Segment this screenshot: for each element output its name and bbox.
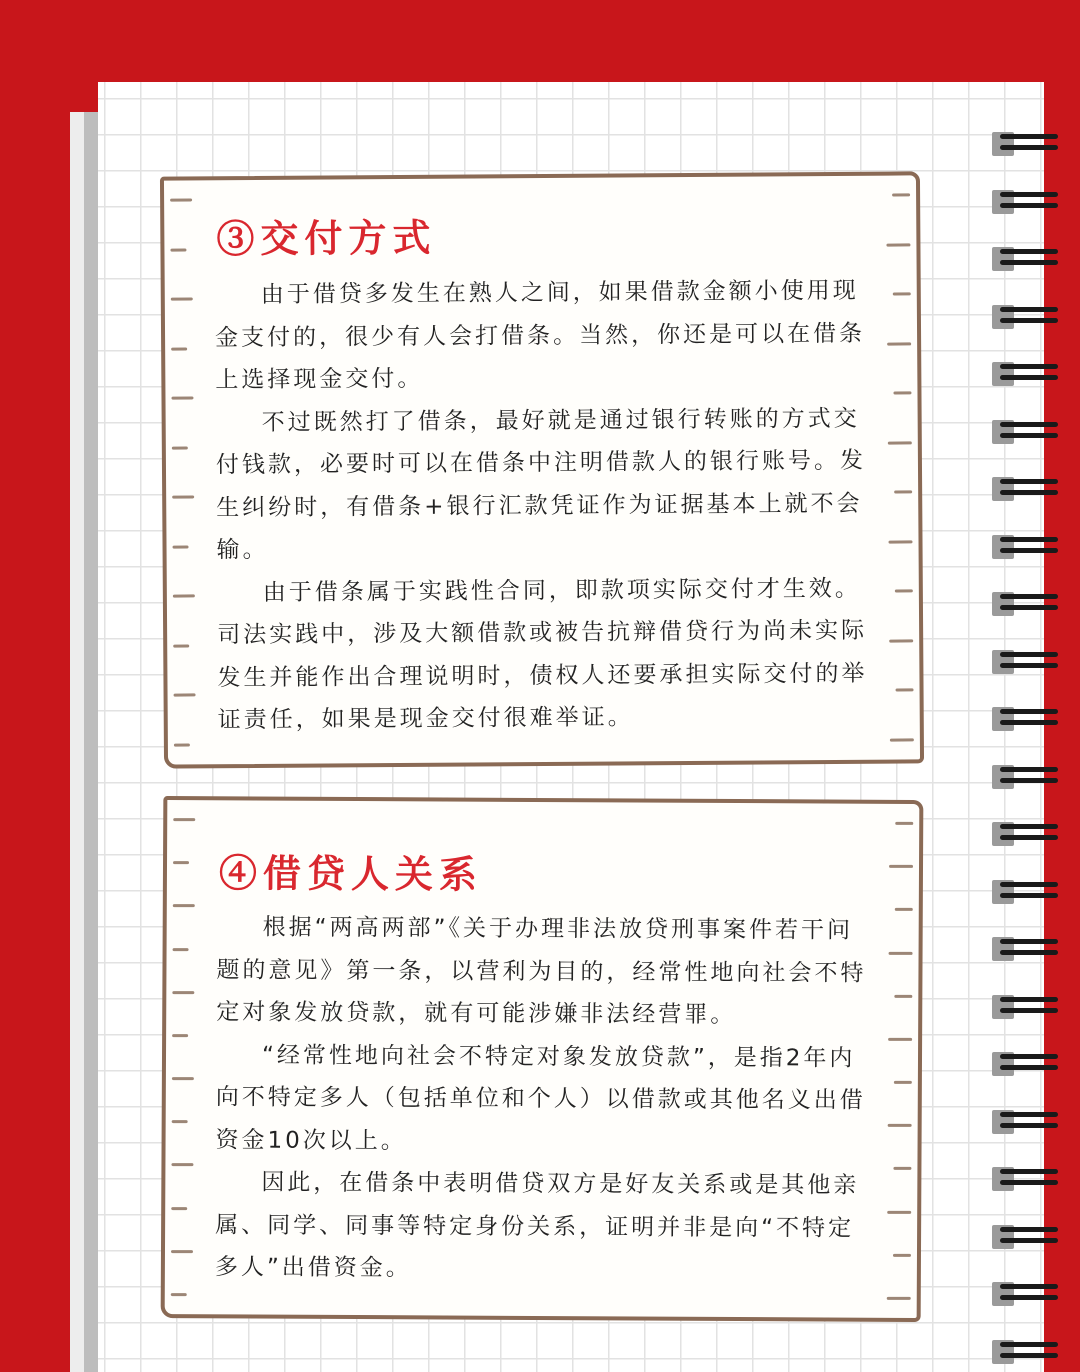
edge-tick [894, 995, 912, 998]
card-edge-decoration-left [171, 818, 200, 1296]
edge-tick [172, 1077, 194, 1080]
spiral-binding-ring-icon [990, 473, 1058, 503]
edge-tick [174, 694, 196, 697]
edge-tick [888, 441, 912, 444]
edge-tick [172, 496, 194, 499]
spiral-binding-ring-icon [990, 991, 1058, 1021]
edge-tick [173, 948, 189, 951]
edge-tick [893, 392, 911, 395]
spiral-binding-ring-icon [990, 243, 1058, 273]
card-edge-decoration-right [885, 822, 914, 1300]
spiral-binding-ring-icon [990, 588, 1058, 618]
edge-tick [173, 904, 195, 907]
paragraph: “经常性地向社会不特定对象发放贷款”，是指2年内向不特定多人（包括单位和个人）以借款或其他名义出借资金10次以上。 [215, 1042, 866, 1154]
edge-tick [888, 540, 912, 543]
edge-tick [174, 743, 190, 746]
spiral-binding-ring-icon [990, 703, 1058, 733]
edge-tick [172, 1034, 188, 1037]
edge-tick [171, 397, 193, 400]
edge-tick [171, 1250, 193, 1253]
spiral-binding-ring-icon [990, 1106, 1058, 1136]
edge-tick [892, 193, 910, 196]
paragraph: 由于借条属于实践性合同，即款项实际交付才生效。司法实践中，涉及大额借款或被告抗辩借贷行为尚未实际发生并能作出合理说明时，债权人还要承担实际交付的举证责任，如果是现金交付很难举证。 [217, 575, 868, 734]
edge-tick [173, 861, 189, 864]
edge-tick [893, 1167, 911, 1170]
section-body [215, 906, 873, 1292]
edge-tick [171, 1207, 187, 1210]
spiral-binding-ring-icon [990, 876, 1058, 906]
edge-tick [895, 822, 913, 825]
spiral-binding [990, 0, 1080, 1358]
spiral-binding-ring-icon [990, 531, 1058, 561]
section-heading: ③交付方式 [216, 214, 437, 262]
edge-tick [173, 545, 189, 548]
paragraph: 不过既然打了借条，最好就是通过银行转账的方式交付钱款，必要时可以在借条中注明借款人的银行账号。发生纠纷时，有借条+银行汇款凭证作为证据基本上就不会输。 [215, 405, 867, 564]
edge-tick [886, 243, 910, 246]
section-heading: ④借贷人关系 [218, 850, 484, 897]
edge-tick [887, 342, 911, 345]
edge-tick [173, 818, 195, 821]
card-edge-decoration-right [884, 193, 914, 741]
edge-tick [895, 908, 913, 911]
edge-tick [888, 1038, 912, 1041]
paragraph: 由于借贷多发生在熟人之间，如果借款金额小使用现金支付的，很少有人会打借条。当然，你还是可以在借条上选择现金交付。 [214, 277, 866, 394]
edge-tick [889, 865, 913, 868]
edge-tick [894, 491, 912, 494]
section-card-payment-method [160, 171, 924, 768]
edge-tick [893, 1254, 911, 1257]
spiral-binding-ring-icon [990, 186, 1058, 216]
edge-tick [173, 644, 189, 647]
edge-tick [887, 1297, 911, 1300]
spiral-binding-ring-icon [990, 358, 1058, 388]
edge-tick [171, 1163, 193, 1166]
edge-tick [171, 297, 193, 300]
edge-tick [171, 347, 187, 350]
edge-tick [170, 248, 186, 251]
spiral-binding-ring-icon [990, 1278, 1058, 1308]
card-edge-decoration-left [170, 198, 200, 746]
edge-tick [894, 1081, 912, 1084]
paragraph: 根据“两高两部”《关于办理非法放贷刑事案件若干问题的意见》第一条，以营利为目的，经常性地向社会不特定对象发放贷款，就有可能涉嫌非法经营罪。 [216, 914, 867, 1029]
edge-tick [173, 595, 195, 598]
edge-tick [172, 446, 188, 449]
spiral-binding-ring-icon [990, 1048, 1058, 1078]
edge-tick [172, 991, 194, 994]
spiral-binding-ring-icon [990, 818, 1058, 848]
spiral-binding-ring-icon [990, 646, 1058, 676]
spiral-binding-ring-icon [990, 1336, 1058, 1366]
edge-tick [889, 639, 913, 642]
spiral-binding-ring-icon [990, 1163, 1058, 1193]
edge-tick [896, 689, 914, 692]
edge-tick [172, 1120, 188, 1123]
spiral-binding-ring-icon [990, 933, 1058, 963]
paragraph: 因此，在借条中表明借贷双方是好友关系或是其他亲属、同学、同事等特定身份关系，证明并非是向“不特定多人”出借资金。 [214, 1169, 860, 1282]
spiral-binding-ring-icon [990, 761, 1058, 791]
edge-tick [170, 198, 192, 201]
edge-tick [887, 1210, 911, 1213]
section-body [215, 270, 874, 742]
edge-tick [889, 951, 913, 954]
spiral-binding-ring-icon [990, 1221, 1058, 1251]
edge-tick [890, 738, 914, 741]
spiral-binding-ring-icon [990, 301, 1058, 331]
edge-tick [888, 1124, 912, 1127]
edge-tick [893, 292, 911, 295]
spiral-binding-ring-icon [990, 416, 1058, 446]
section-card-borrower-relationship [161, 796, 924, 1322]
spiral-binding-ring-icon [990, 128, 1058, 158]
edge-tick [895, 590, 913, 593]
edge-tick [171, 1293, 187, 1296]
